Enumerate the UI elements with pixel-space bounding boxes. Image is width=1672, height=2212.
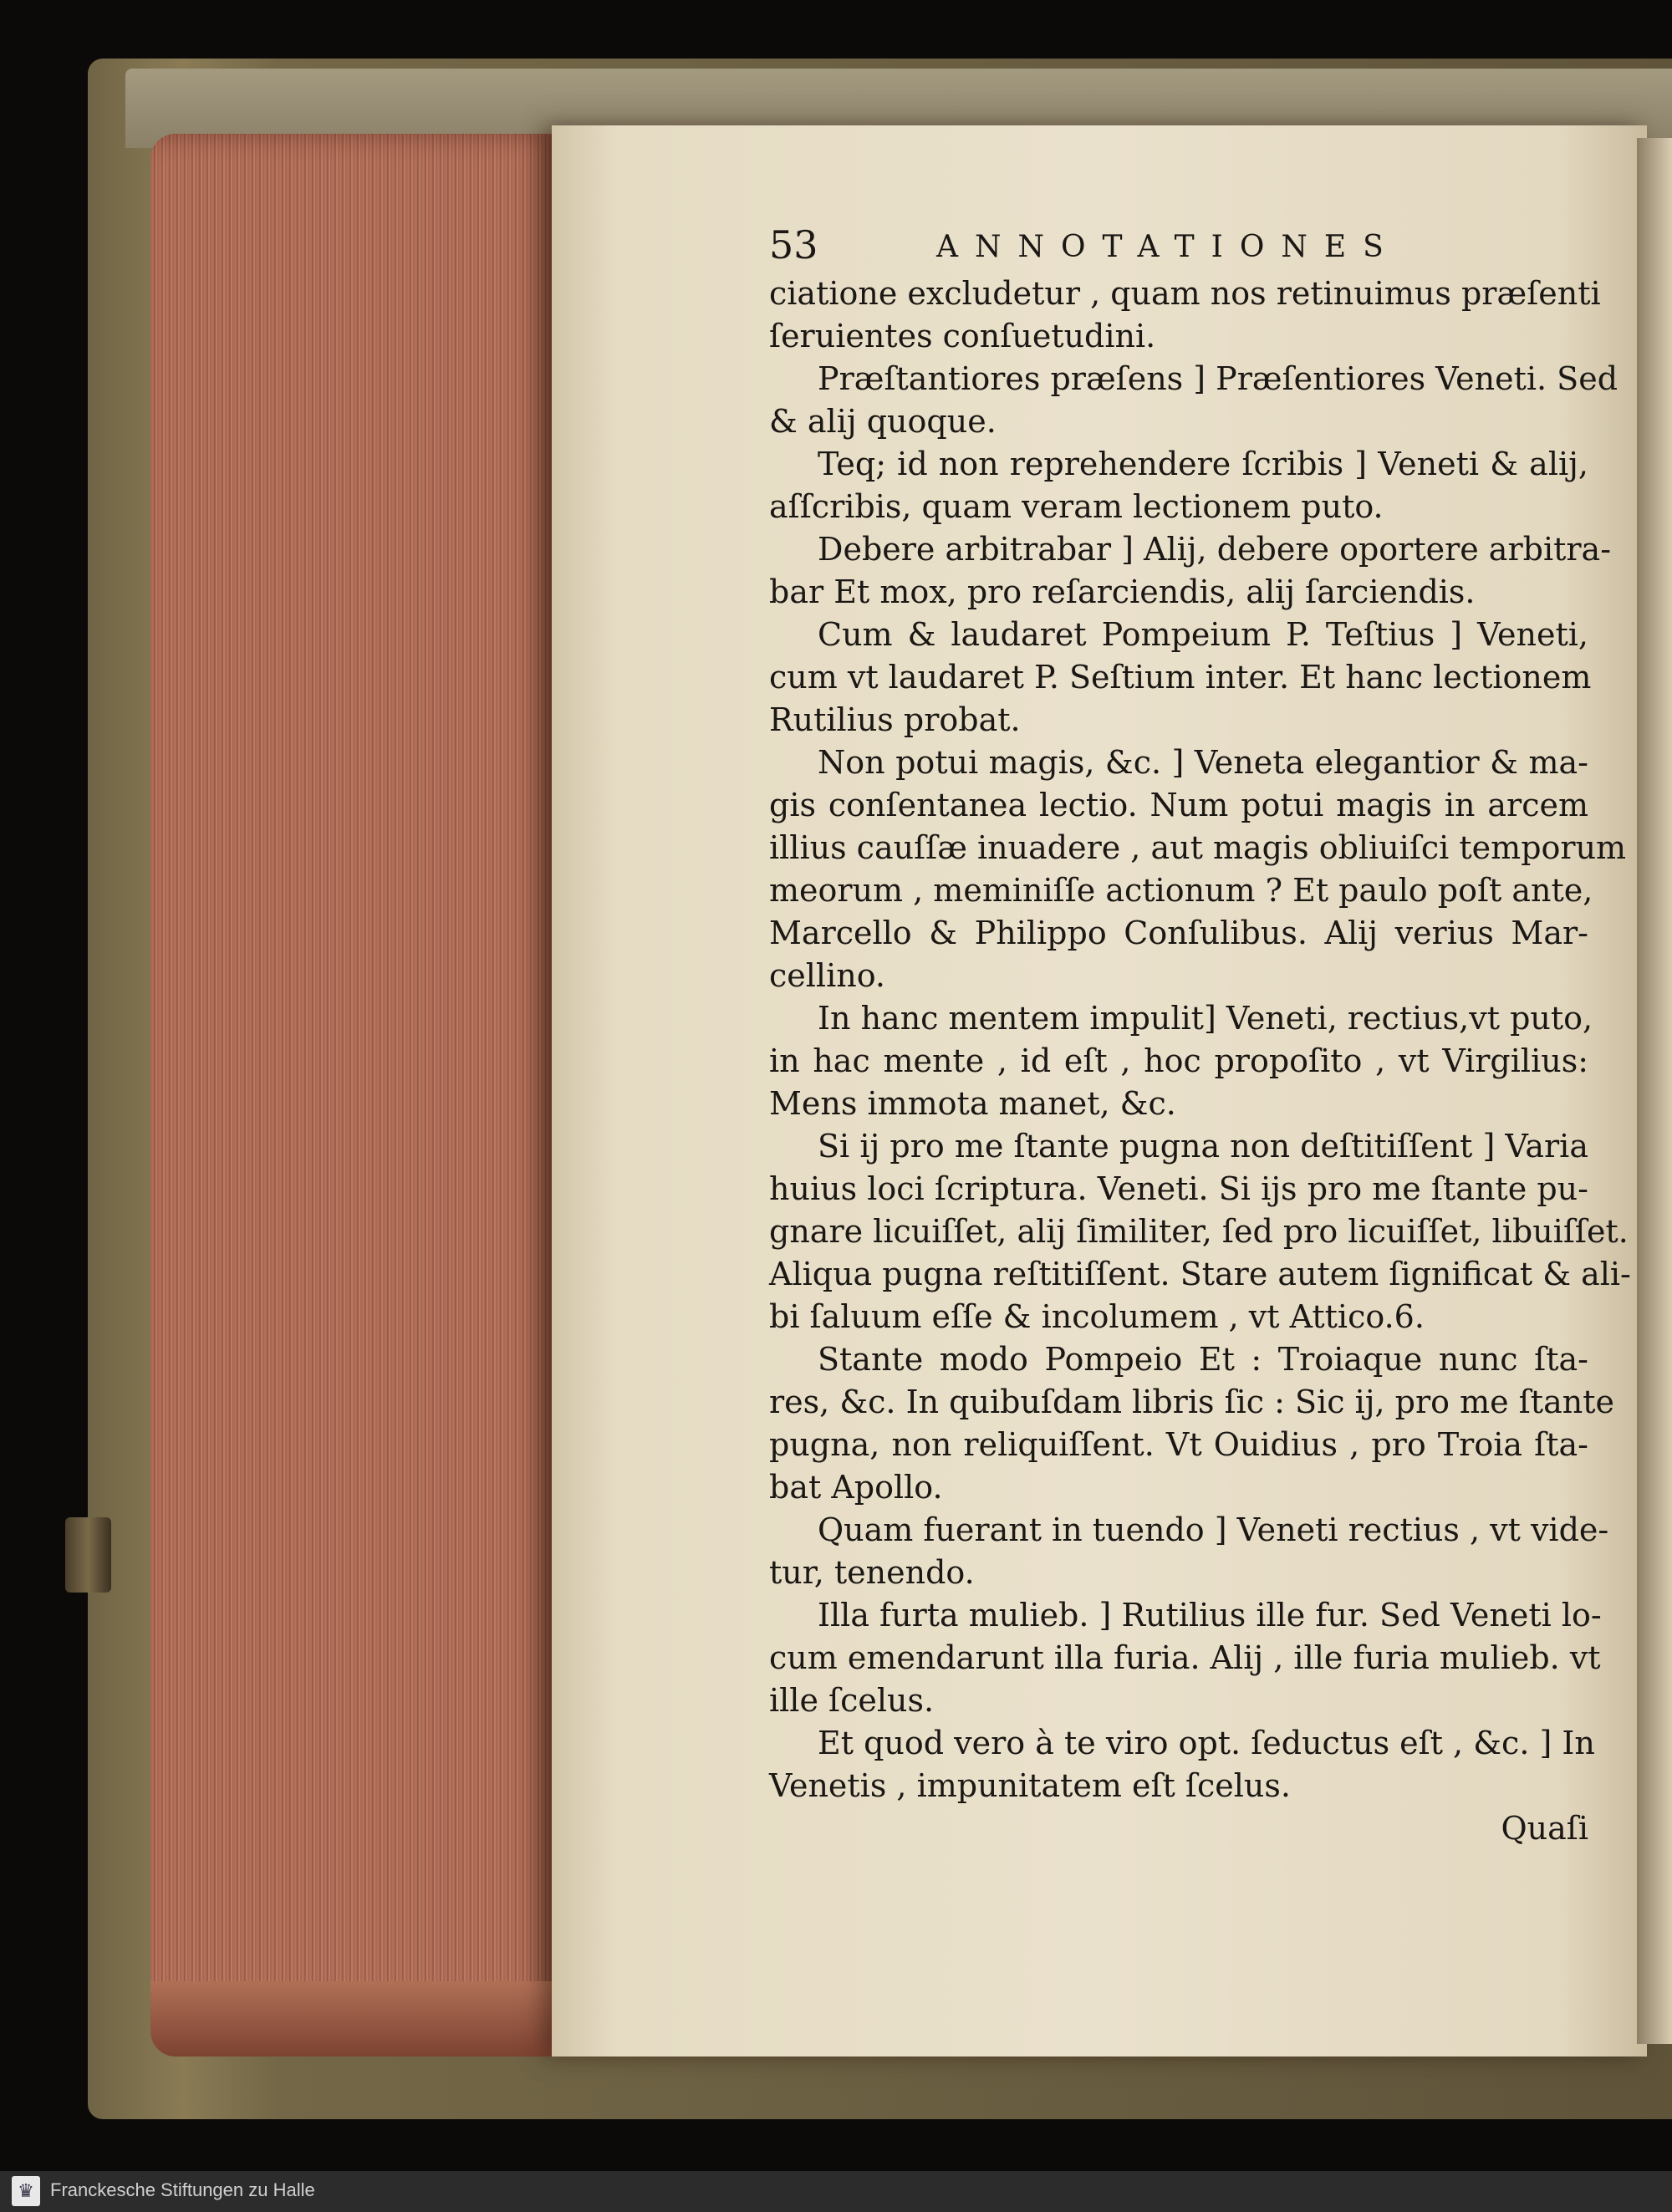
text-line: res, &c. In quibuſdam libris ſic : Sic ij, pro me ſtante [769, 1384, 1614, 1420]
page-header [769, 224, 1588, 273]
text-line: bar Et mox, pro reſarciendis, alij ſarciendis. [769, 573, 1476, 610]
text-line: cum emendarunt illa furia. Alij , ille furia mulieb. vt [769, 1639, 1601, 1676]
text-line: Stante modo Pompeio Et : Troiaque nunc ſta- [818, 1341, 1588, 1378]
running-head: ANNOTATIONES [936, 230, 1400, 264]
text-line: gnare licuiſſet, alij ſimiliter, ſed pro licuiſſet, libuiſſet. [769, 1213, 1629, 1250]
book-clasp [65, 1517, 111, 1593]
text-line: In hanc mentem impulit] Veneti, rectius,vt puto, [818, 1000, 1593, 1037]
text-line: Illa furta mulieb. ] Rutilius ille fur. Sed Veneti lo- [818, 1597, 1602, 1634]
catchword-line [769, 1807, 1588, 1850]
text-line: gis conſentanea lectio. Num potui magis in arcem [769, 787, 1588, 823]
text-line: Marcello & Philippo Conſulibus. Alij verius Mar- [769, 915, 1588, 951]
text-line: Venetis , impunitatem eſt ſcelus. [769, 1767, 1291, 1804]
text-line: cellino. [769, 957, 885, 994]
page-number: 53 [769, 222, 818, 268]
page-edges [150, 134, 560, 2040]
institution-name: Franckesche Stiftungen zu Halle [50, 2179, 315, 2200]
text-line: in hac mente , id eſt , hoc propoſito , vt Virgilius: [769, 1042, 1588, 1079]
text-line: Mens immota manet, &c. [769, 1085, 1176, 1122]
text-line: & alij quoque. [769, 403, 997, 440]
text-line: ille ſcelus. [769, 1682, 935, 1719]
text-line: tur, tenendo. [769, 1554, 975, 1591]
text-line: huius loci ſcriptura. Veneti. Si ijs pro me ſtante pu- [769, 1170, 1588, 1207]
text-line: Si ij pro me ſtante pugna non deſtitiſſent ] Varia [818, 1128, 1588, 1165]
text-line: pugna, non reliquiſſent. Vt Ouidius , pro Troia ſta- [769, 1426, 1588, 1463]
text-line: Non potui magis, &c. ] Veneta elegantior & ma- [818, 744, 1588, 781]
text-line: Teq; id non reprehendere ſcribis ] Veneti & alij, [818, 446, 1588, 482]
text-line: Cum & laudaret Pompeium P. Teſtius ] Veneti, [818, 616, 1588, 653]
text-line: meorum , meminiſſe actionum ? Et paulo poſt ante, [769, 872, 1593, 909]
annotation-text [769, 273, 1631, 1807]
catchword: Quaſi [1501, 1810, 1588, 1847]
facing-page-edge [1637, 138, 1672, 2044]
text-line: Rutilius probat. [769, 701, 1021, 738]
text-line: Quam fuerant in tuendo ] Veneti rectius , vt vide- [818, 1511, 1609, 1548]
text-line: illius cauſſæ inuadere , aut magis obliuiſci temporum [769, 829, 1627, 866]
footer-bar [0, 2171, 1672, 2212]
text-line: Præſtantiores præſens ] Præſentiores Veneti. Sed [818, 360, 1618, 397]
text-line: cum vt laudaret P. Seſtium inter. Et hanc lectionem [769, 659, 1592, 696]
page-text-block [769, 222, 1631, 1850]
text-line: bat Apollo. [769, 1469, 943, 1506]
text-line: Debere arbitrabar ] Alij, debere oportere arbitra- [818, 531, 1612, 568]
text-line: Aliqua pugna reſtitiſſent. Stare autem ſignificat & ali- [769, 1256, 1631, 1292]
text-line: Et quod vero à te viro opt. ſeductus eſt , &c. ] In [818, 1725, 1595, 1761]
institution-logo-icon: ♛ [12, 2176, 40, 2206]
text-line: bi ſaluum eſſe & incolumem , vt Attico.6. [769, 1298, 1425, 1335]
text-line: aſſcribis, quam veram lectionem puto. [769, 488, 1384, 525]
text-line: ciatione excludetur , quam nos retinuimus præſenti [769, 275, 1601, 312]
text-line: ſeruientes conſuetudini. [769, 318, 1156, 354]
